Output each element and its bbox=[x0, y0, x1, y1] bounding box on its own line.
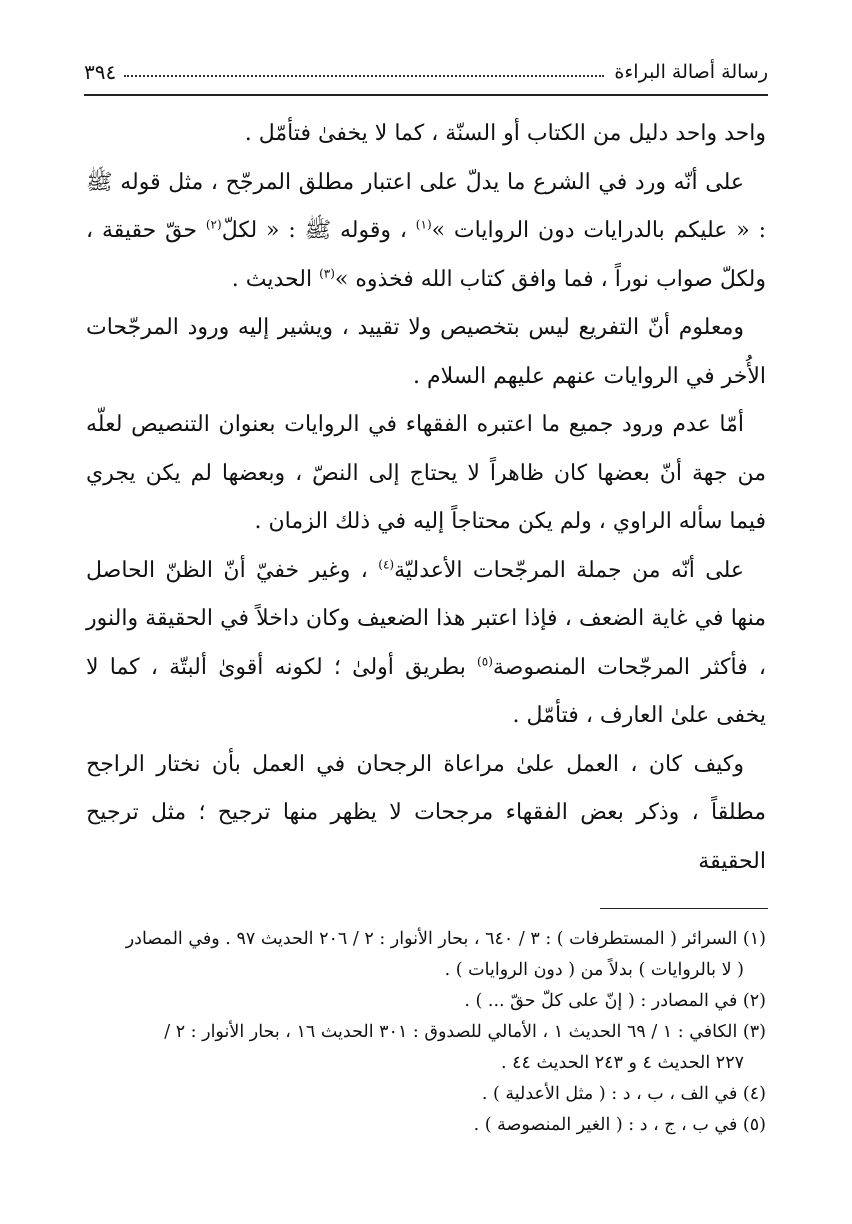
footnote-separator bbox=[600, 908, 768, 909]
footnote-ref-4[interactable]: (٤) bbox=[378, 557, 395, 572]
header-rule bbox=[84, 94, 768, 96]
paragraph-5 bbox=[86, 547, 766, 741]
page-number: ٣٩٤ bbox=[84, 60, 117, 84]
paragraph-1: واحد واحد دليل من الكتاب أو السنّة ، كما لا يخفىٰ فتأمّل . bbox=[244, 121, 766, 146]
paragraph-4: أمّا عدم ورود جميع ما اعتبره الفقهاء في الروايات بعنوان التنصيص لعلّه من جهة أنّ بعضها كان ظاهراً لا يحتاج إلى النصّ ، وبعضها لم يكن يجري فيما سأله الراوي ، ولم يكن محتاجاً إليه في ذلك الزمان . bbox=[86, 412, 766, 534]
running-title: رسالة أصالة البراءة bbox=[614, 61, 768, 83]
p5-text-c: بطريق أولىٰ ؛ لكونه أقوىٰ ألبتّة ، كما لا يخفى علىٰ العارف ، فتأمّل . bbox=[86, 654, 766, 728]
footnote-1-continued: ( لا بالروايات ) بدلاً من ( دون الروايات ) . bbox=[444, 960, 744, 980]
leader-dots bbox=[124, 75, 604, 77]
p2-text-b: ، وقوله ﷺ : « لكلّ bbox=[221, 218, 416, 243]
footnote-4: (٤) في الف ، ب ، د : ( مثل الأعدلية ) . bbox=[481, 1084, 766, 1104]
footnote-ref-1[interactable]: (١) bbox=[415, 217, 432, 232]
footnote-3-continued: ٢٢٧ الحديث ٤ و ٢٤٣ الحديث ٤٤ . bbox=[500, 1053, 744, 1073]
footnote-ref-3[interactable]: (٣) bbox=[319, 266, 335, 281]
main-text bbox=[86, 110, 766, 886]
footnote-ref-2[interactable]: (٢) bbox=[205, 217, 222, 232]
footnote-2: (٢) في المصادر : ( إنّ على كلّ حقّ ... ) . bbox=[464, 991, 766, 1011]
footnote-5: (٥) في ب ، ج ، د : ( الغير المنصوصة ) . bbox=[473, 1115, 766, 1135]
paragraph-2 bbox=[86, 159, 766, 305]
p5-text-b: ، وغير خفيّ أنّ الظنّ الحاصل منها في غاية الضعف ، فإذا اعتبر هذا الضعيف وكان داخلاً في الحقيقة والنور ، فأكثر المرجّحات المنصوصة bbox=[86, 557, 766, 680]
p2-text-d: الحديث . bbox=[231, 266, 320, 292]
footnote-1: (١) السرائر ( المستطرفات ) : ٣ / ٦٤٠ ، بحار الأنوار : ٢ / ٢٠٦ الحديث ٩٧ . وفي المصادر bbox=[125, 929, 766, 949]
page-header bbox=[84, 56, 768, 88]
footnote-ref-5[interactable]: (٥) bbox=[477, 654, 493, 669]
p2-text-a: على أنّه ورد في الشرع ما يدلّ على اعتبار مطلق المرجّح ، مثل قوله ﷺ : « عليكم بالدرايات دون الروايات » bbox=[86, 169, 766, 243]
paragraph-6: وكيف كان ، العمل علىٰ مراعاة الرجحان في العمل بأن نختار الراجح مطلقاً ، وذكر بعض الفقهاء مرجحات لا يظهر منها ترجيح ؛ مثل ترجيح الحقيقة bbox=[86, 751, 766, 874]
footnotes bbox=[86, 924, 766, 1141]
paragraph-3: ومعلوم أنّ التفريع ليس بتخصيص ولا تقييد ، ويشير إليه ورود المرجّحات الأُخر في الروايات عنهم عليهم السلام . bbox=[86, 315, 766, 389]
footnote-3: (٣) الكافي : ١ / ٦٩ الحديث ١ ، الأمالي للصدوق : ٣٠١ الحديث ١٦ ، بحار الأنوار : ٢ / bbox=[164, 1022, 766, 1042]
p2-text-c: حقّ حقيقة ، ولكلّ صواب نوراً ، فما وافق كتاب الله فخذوه » bbox=[86, 218, 766, 292]
p5-text-a: على أنّه من جملة المرجّحات الأعدليّة bbox=[394, 557, 744, 583]
